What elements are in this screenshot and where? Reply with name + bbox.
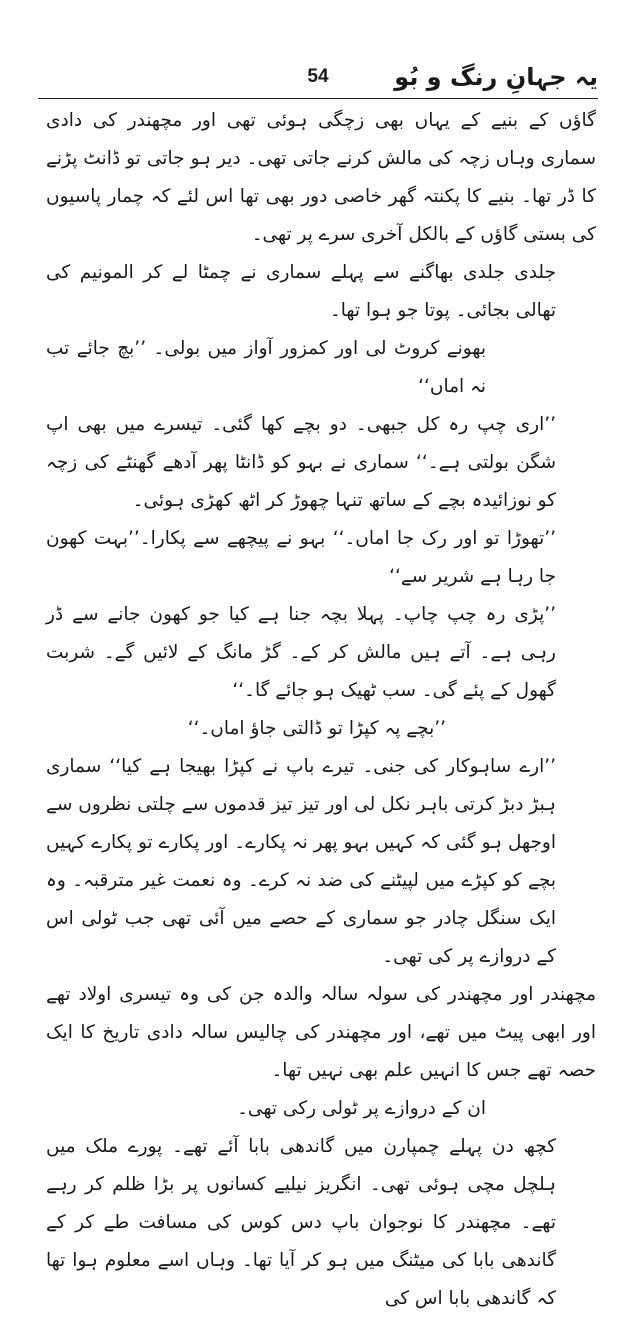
page-number: 54 <box>307 66 329 87</box>
paragraph: ’’پڑی رہ چپ چاپ۔ پہلا بچہ جنا ہے کیا جو کھون جانے سے ڈر رہی ہے۔ آتے ہیں مالش کر کے۔ گڑ مانگ کے لائیں گے۔ شربت گھول کے پئے گی۔ سب ٹھیک ہو جائے گا۔‘‘ <box>46 604 556 701</box>
paragraph: ’’اری چپ رہ کل جبھی۔ دو بچے کھا گئی۔ تیسرے میں بھی اپ شگن بولتی ہے۔‘‘ سماری نے بہو کو ڈانٹا پھر آدھے گھنٹے کی زچہ کو نوزائیدہ بچے کے ساتھ تنہا چھوڑ کر اٹھ کھڑی ہوئی۔ <box>46 414 556 511</box>
paragraph: بھونے کروٹ لی اور کمزور آواز میں بولی۔ ’’بچ جائے تب نہ اماں‘‘ <box>46 338 486 397</box>
paragraph: کچھ دن پہلے چمپارن میں گاندھی بابا آئے تھے۔ پورے ملک میں ہلچل مچی ہوئی تھی۔ انگریز نیلیے کسانوں پر بڑا ظلم کر رہے تھے۔ مچھندر کا نوجوان باپ دس کوس کی مسافت طے کر کے گاندھی بابا کی میٹنگ میں ہو کر آیا تھا۔ وہاں اسے معلوم ہوا تھا کہ گاندھی بابا اس کی <box>46 1136 556 1309</box>
paragraph: جلدی جلدی بھاگنے سے پہلے سماری نے چمٹا لے کر المونیم کی تھالی بجائی۔ پوتا جو ہوا تھا۔ <box>46 262 556 321</box>
running-title: یہ جہانِ رنگ و بُو <box>394 63 598 91</box>
paragraph: ’’بچے پہ کپڑا تو ڈالتی جاؤ اماں۔‘‘ <box>187 718 446 739</box>
paragraph: گاؤں کے بنیے کے یہاں بھی زچگی ہوئی تھی اور مچھندر کی دادی سماری وہاں زچہ کی مالش کرنے جاتی تھی۔ دیر ہو جاتی تو ڈانٹ پڑنے کا ڈر تھا۔ بنیے کا پکنتہ گھر خاصی دور بھی تھا اس لئے کہ چمار پاسیوں کی بستی گاؤں کے بالکل آخری سرے پر تھی۔ <box>46 110 596 245</box>
body-text <box>46 102 596 1318</box>
header-divider <box>38 98 598 99</box>
page-header <box>38 62 598 96</box>
paragraph: ان کے دروازے پر ٹولی رکی تھی۔ <box>237 1098 486 1119</box>
paragraph: ’’ارے ساہوکار کی جنی۔ تیرے باپ نے کپڑا بھیجا ہے کیا‘‘ سماری ہبڑ دبڑ کرتی باہر نکل لی اور تیز تیز قدموں سے چلتی نظروں سے اوجھل ہو گئی کہ کہیں بہو پھر نہ پکارے۔ اور پکارے تو پکارے کہیں بچے کو کپڑے میں لپیٹنے کی ضد نہ کرے۔ وہ نعمت غیر مترقبہ۔ وہ ایک سنگل چادر جو سماری کے حصے میں آئی تھی جب ٹولی اس کے دروازے پر کی تھی۔ <box>46 756 556 967</box>
paragraph: ’’تھوڑا تو اور رک جا اماں۔‘‘ بہو نے پیچھے سے پکارا۔’’بہت کھون جا رہا ہے شریر سے‘‘ <box>46 528 556 587</box>
paragraph: مچھندر اور مچھندر کی سولہ سالہ والدہ جن کی وہ تیسری اولاد تھے اور ابھی پیٹ میں تھے، اور مچھندر کی چالیس سالہ دادی تاریخ کا ایک حصہ تھے جس کا انہیں علم بھی نہیں تھا۔ <box>46 984 596 1081</box>
